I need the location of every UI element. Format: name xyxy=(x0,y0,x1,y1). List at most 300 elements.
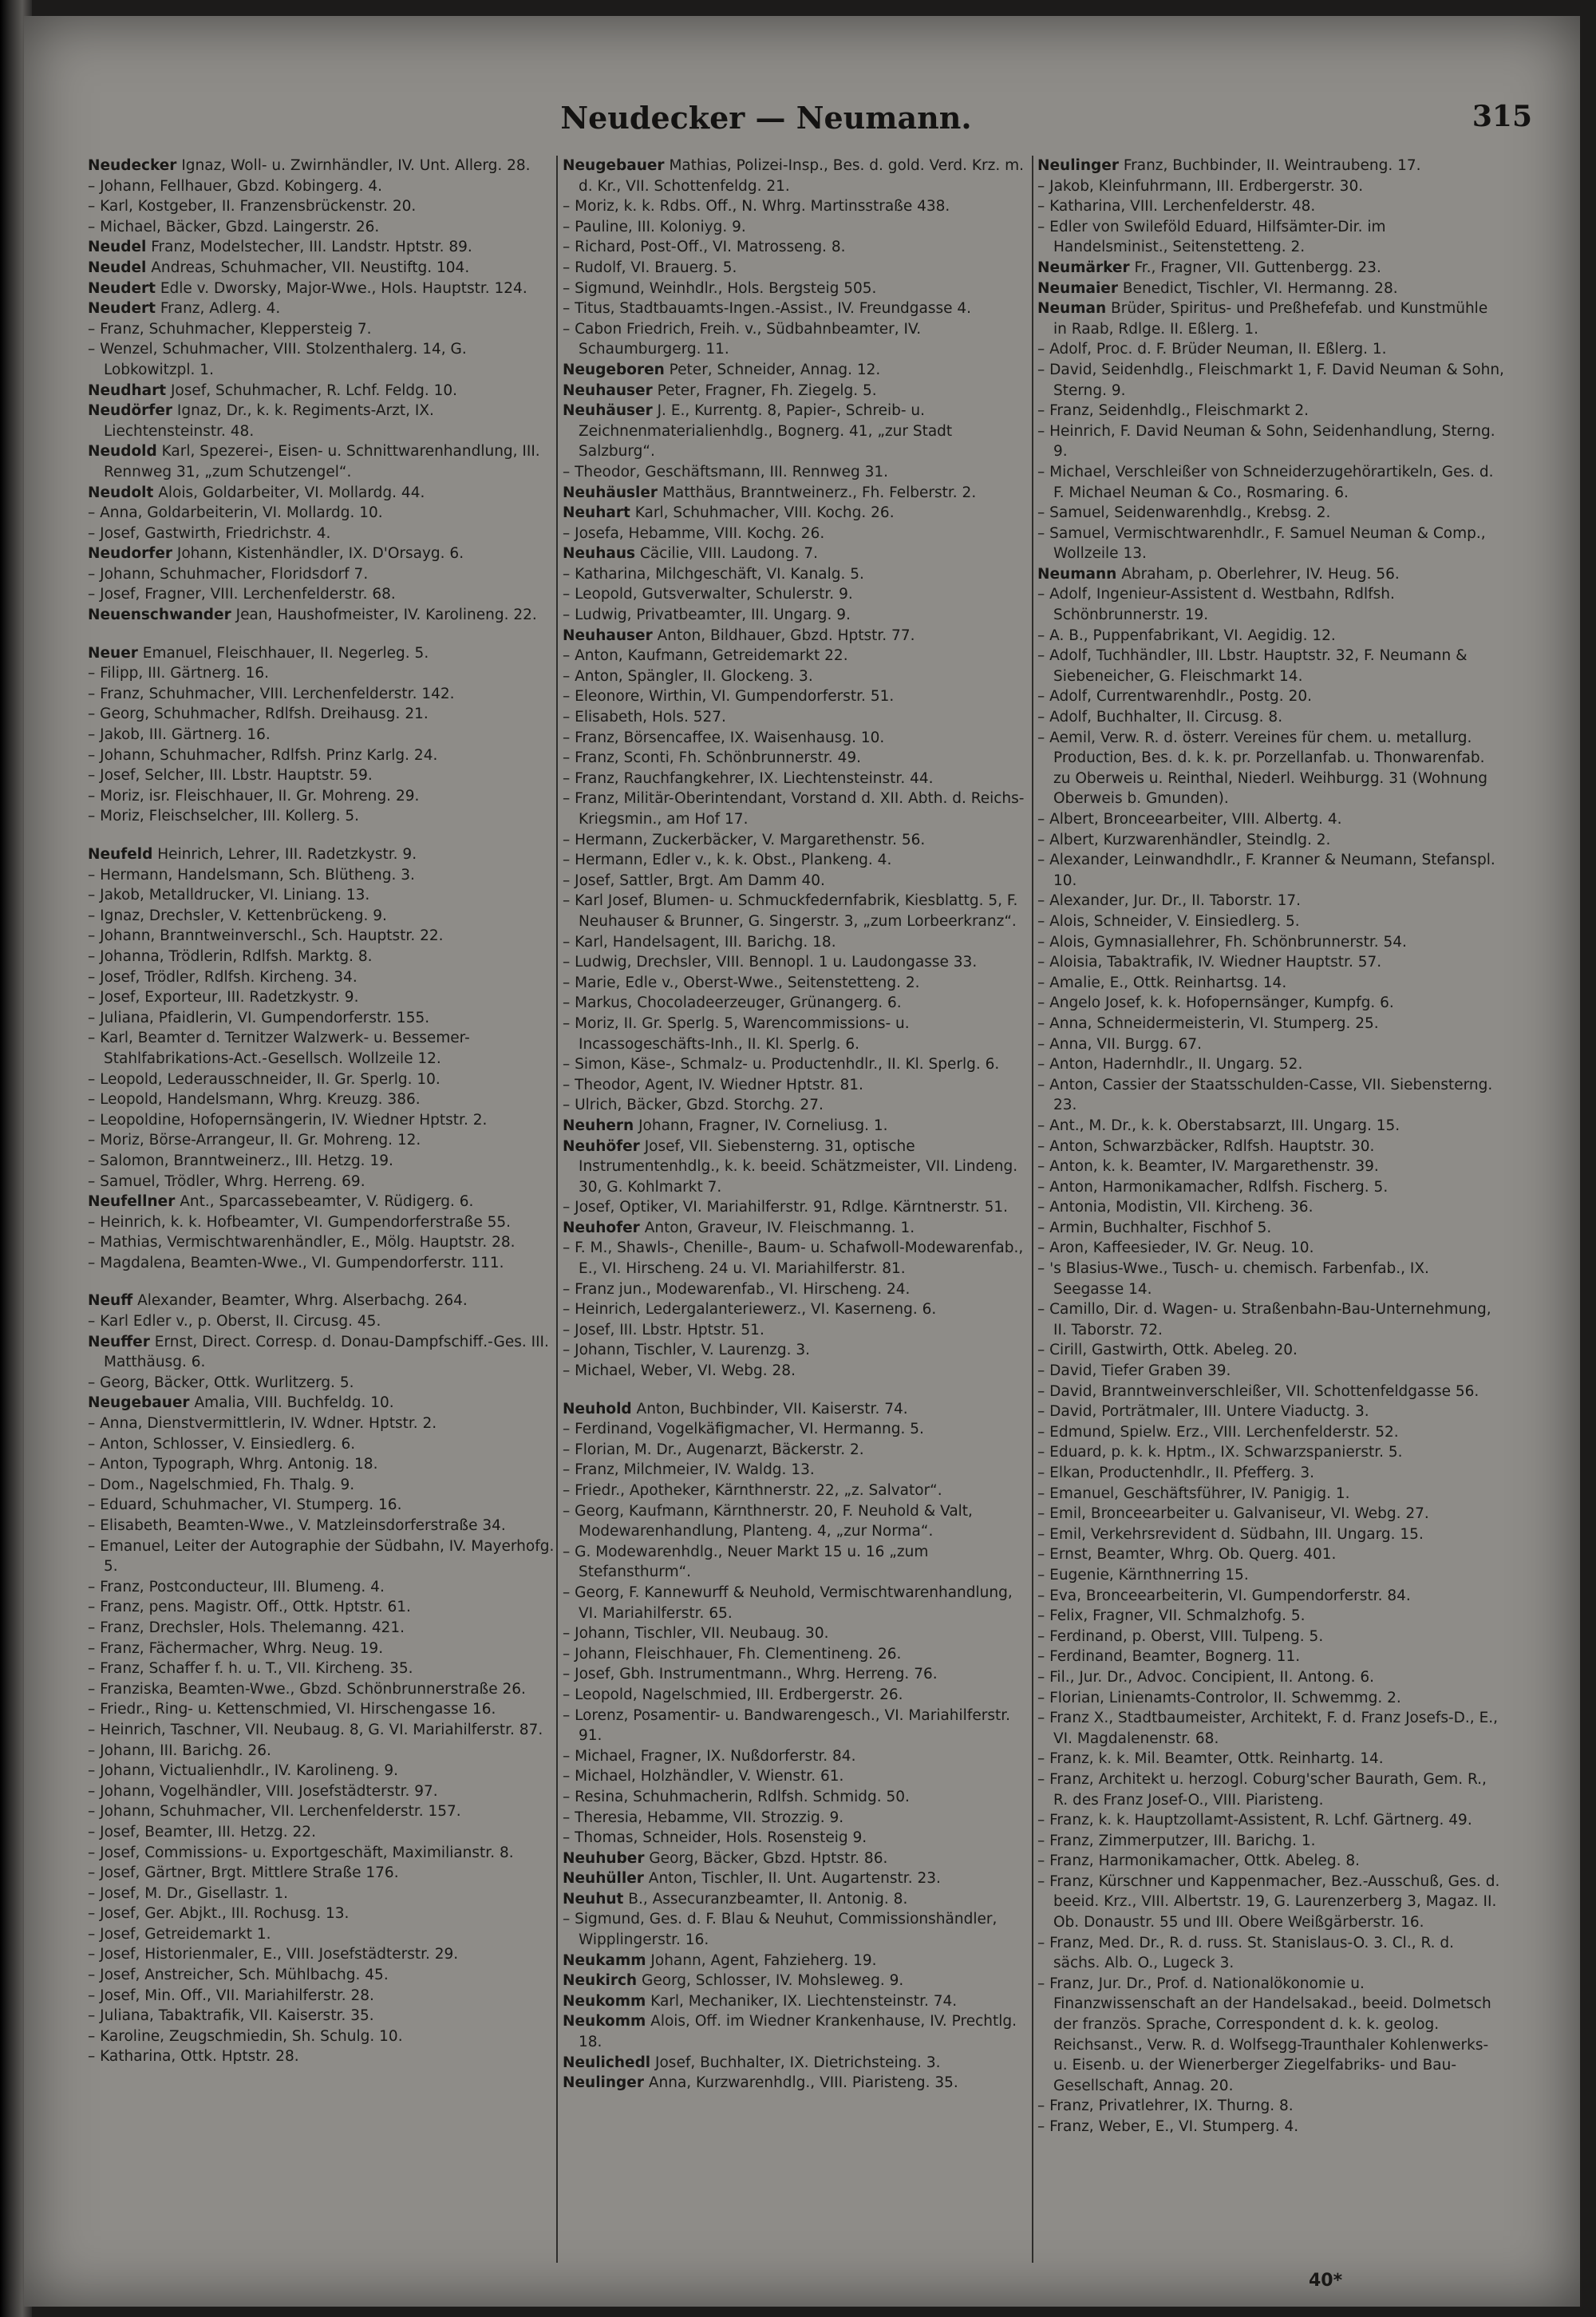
entry-text: – Jakob, III. Gärtnerg. 16. xyxy=(88,726,271,744)
directory-entry xyxy=(1037,421,1504,462)
directory-entry xyxy=(563,1075,1029,1096)
entry-text: – Elisabeth, Hols. 527. xyxy=(563,709,726,726)
entry-surname: Neuenschwander xyxy=(88,607,231,624)
entry-text: – Lorenz, Posamentir- u. Bandwarengesch., VI. Mariahilferstr. 91. xyxy=(563,1706,1010,1745)
entry-text: – Karl, Kostgeber, II. Franzensbrückenstr. 20. xyxy=(88,198,417,215)
directory-entry xyxy=(563,2073,1029,2094)
directory-entry xyxy=(88,381,555,401)
directory-entry xyxy=(563,1014,1029,1054)
directory-entry xyxy=(1037,176,1504,197)
entry-surname: Neuhüller xyxy=(563,1870,644,1888)
directory-entry xyxy=(88,1536,555,1577)
directory-entry xyxy=(88,1434,555,1455)
directory-entry xyxy=(563,871,1029,892)
entry-text: Fr., Fragner, VII. Guttenbergg. 23. xyxy=(1129,259,1381,276)
directory-entry xyxy=(563,360,1029,381)
entry-text: – Eleonore, Wirthin, VI. Gumpendorferstr. 51. xyxy=(563,688,895,706)
page-number: 315 xyxy=(1472,100,1532,133)
directory-entry xyxy=(563,1889,1029,1910)
directory-entry xyxy=(1037,1688,1504,1709)
directory-entry xyxy=(1037,973,1504,994)
directory-entry xyxy=(1037,339,1504,360)
entry-surname: Neuhold xyxy=(563,1400,632,1417)
directory-entry xyxy=(1037,993,1504,1014)
entry-surname: Neulichedl xyxy=(563,2054,651,2071)
entry-text: – Theodor, Agent, IV. Wiedner Hptstr. 81. xyxy=(563,1076,863,1093)
entry-text: – Josef, Gbh. Instrumentmann., Whrg. Herreng. 76. xyxy=(563,1666,938,1683)
entry-text: – Alois, Schneider, V. Einsiedlerg. 5. xyxy=(1037,912,1300,930)
entry-text: – Friedr., Apotheker, Kärnthnerstr. 22, „z. Salvator“. xyxy=(563,1482,942,1499)
directory-entry xyxy=(563,1542,1029,1583)
directory-entry xyxy=(563,973,1029,994)
entry-text: – Johann, Tischler, V. Laurenzg. 3. xyxy=(563,1342,811,1359)
directory-entry xyxy=(1037,1177,1504,1198)
directory-entry xyxy=(88,643,555,664)
entry-text: – Franz, Zimmerputzer, III. Barichg. 1. xyxy=(1037,1832,1316,1849)
directory-entry xyxy=(563,544,1029,564)
entry-text: – Karl Josef, Blumen- u. Schmuckfedernfabrik, Kiesblattg. 5, F. Neuhauser & Brunner, G. Singerstr. 3, „zum Lorbeerkranz“. xyxy=(563,892,1018,930)
directory-entry xyxy=(563,769,1029,789)
directory-entry xyxy=(88,1781,555,1802)
entry-text: – Anton, Spängler, II. Glockeng. 3. xyxy=(563,667,813,685)
entry-text: – Anton, Kaufmann, Getreidemarkt 22. xyxy=(563,647,848,665)
entry-text: – Katharina, Milchgeschäft, VI. Kanalg. 5. xyxy=(563,565,864,583)
entry-text: – Alois, Gymnasiallehrer, Fh. Schönbrunnerstr. 54. xyxy=(1037,933,1407,951)
directory-entry xyxy=(88,1495,555,1516)
directory-entry xyxy=(88,217,555,238)
entry-text: – Franz, Schuhmacher, Kleppersteig 7. xyxy=(88,320,372,338)
directory-entry xyxy=(88,1172,555,1192)
entry-text: – Franz, Privatlehrer, IX. Thurng. 8. xyxy=(1037,2098,1294,2115)
entry-text: – Georg, F. Kannewurff & Neuhold, Vermischtwarenhandlung, VI. Mariahilferstr. 65. xyxy=(563,1584,1013,1622)
entry-text: Johann, Agent, Fahzieherg. 19. xyxy=(646,1951,877,1969)
directory-entry xyxy=(88,319,555,340)
entry-text: – Michael, Holzhändler, V. Wienstr. 61. xyxy=(563,1768,844,1785)
directory-entry xyxy=(1037,1565,1504,1586)
entry-text: – Adolf, Ingenieur-Assistent d. Westbahn, Rdlfsh. Schönbrunnerstr. 19. xyxy=(1037,586,1395,624)
directory-entry xyxy=(1037,1667,1504,1688)
directory-entry xyxy=(563,952,1029,973)
directory-entry xyxy=(88,865,555,886)
entry-surname: Neuhart xyxy=(563,504,630,522)
directory-entry xyxy=(88,1843,555,1864)
entry-text: – Josef, Anstreicher, Sch. Mühlbachg. 45. xyxy=(88,1967,389,1984)
directory-entry xyxy=(88,967,555,988)
entry-text: – Cabon Friedrich, Freih. v., Südbahnbeamter, IV. Schaumburgerg. 11. xyxy=(563,320,922,358)
directory-entry xyxy=(563,1054,1029,1075)
entry-text: – Heinrich, F. David Neuman & Sohn, Seidenhandlung, Sterng. 9. xyxy=(1037,422,1495,461)
entry-text: – G. Modewarenhdlg., Neuer Markt 15 u. 16 „zum Stefansthurm“. xyxy=(563,1543,929,1581)
entry-surname: Neugebauer xyxy=(88,1394,190,1412)
entry-text: – Franz, Architekt u. herzogl. Coburg'scher Baurath, Gem. R., R. des Franz Josef-O., VIII. Piaristeng. xyxy=(1037,1770,1487,1809)
entry-text: – Josef, Fragner, VIII. Lerchenfelderstr. 68. xyxy=(88,586,396,603)
directory-entry xyxy=(88,339,555,380)
entry-text: – David, Seidenhdlg., Fleischmarkt 1, F. David Neuman & Sohn, Sterng. 9. xyxy=(1037,361,1504,399)
directory-entry xyxy=(563,666,1029,687)
directory-entry xyxy=(88,1699,555,1720)
directory-entry xyxy=(1037,2096,1504,2117)
entry-text: Karl, Spezerei-, Eisen- u. Schnittwarenhandlung, III. Rennweg 31, „zum Schutzengel“. xyxy=(104,443,540,480)
entry-text: Emanuel, Fleischhauer, II. Negerleg. 5. xyxy=(137,644,429,662)
directory-entry xyxy=(88,1454,555,1475)
directory-entry xyxy=(563,686,1029,707)
directory-column-left xyxy=(88,156,555,2067)
entry-text: – Moriz, isr. Fleischhauer, II. Gr. Mohreng. 29. xyxy=(88,787,420,805)
entry-text: – Aloisia, Tabaktrafik, IV. Wiedner Hauptstr. 57. xyxy=(1037,954,1382,971)
directory-entry xyxy=(563,789,1029,829)
entry-surname: Neuhauser xyxy=(563,627,653,644)
entry-surname: Neuhauser xyxy=(563,382,653,399)
entry-text: – Samuel, Trödler, Whrg. Herreng. 69. xyxy=(88,1172,365,1190)
directory-entry xyxy=(563,2053,1029,2074)
entry-text: – Johann, Branntweinverschl., Sch. Hauptstr. 22. xyxy=(88,927,444,945)
entry-text: – Fil., Jur. Dr., Advoc. Concipient, II. Antong. 6. xyxy=(1037,1668,1375,1686)
directory-entry xyxy=(1037,1647,1504,1667)
directory-entry xyxy=(1037,1299,1504,1340)
entry-text: – Georg, Schuhmacher, Rdlfsh. Dreihausg. 21. xyxy=(88,706,429,723)
printer-signature: 40* xyxy=(1309,2271,1343,2291)
entry-text: – Ferdinand, p. Oberst, VIII. Tulpeng. 5. xyxy=(1037,1627,1324,1645)
directory-entry xyxy=(88,1212,555,1233)
entry-text: – Johann, III. Barichg. 26. xyxy=(88,1742,271,1759)
directory-entry xyxy=(88,1679,555,1700)
entry-text: – Ludwig, Drechsler, VIII. Bennopl. 1 u. Laudongasse 33. xyxy=(563,954,978,971)
directory-entry xyxy=(563,1399,1029,1420)
entry-text: – Juliana, Pfaidlerin, VI. Gumpendorferstr. 155. xyxy=(88,1009,430,1026)
entry-text: – Ferdinand, Beamter, Bognerg. 11. xyxy=(1037,1648,1301,1666)
entry-text: – Josef, Historienmaler, E., VIII. Josefstädterstr. 29. xyxy=(88,1946,459,1963)
directory-entry xyxy=(88,1332,555,1373)
entry-text: – Pauline, III. Koloniyg. 9. xyxy=(563,218,746,235)
directory-entry xyxy=(563,156,1029,196)
entry-text: Franz, Buchbinder, II. Weintraubeng. 17. xyxy=(1118,157,1421,174)
entry-text: Josef, Schuhmacher, R. Lchf. Feldg. 10. xyxy=(166,382,458,399)
entry-text: – Katharina, Ottk. Hptstr. 28. xyxy=(88,2048,299,2066)
directory-entry xyxy=(563,1685,1029,1706)
entry-text: – Jakob, Kleinfuhrmann, III. Erdbergerstr. 30. xyxy=(1037,177,1364,195)
directory-entry xyxy=(88,441,555,482)
directory-entry xyxy=(1037,1504,1504,1524)
directory-entry xyxy=(1037,2117,1504,2137)
entry-text: Ant., Sparcassebeamter, V. Rüdigerg. 6. xyxy=(175,1193,474,1211)
entry-text: – Anton, k. k. Beamter, IV. Margarethenstr. 39. xyxy=(1037,1158,1379,1176)
directory-entry xyxy=(563,1481,1029,1501)
directory-entry xyxy=(563,2011,1029,2052)
directory-column-right xyxy=(1037,156,1504,2137)
directory-entry xyxy=(88,786,555,807)
directory-entry xyxy=(1037,850,1504,891)
entry-text: – Aemil, Verw. R. d. österr. Vereines für chem. u. metallurg. Production, Bes. d. k. k. pr. Porzellanfab. u. Thonwarenfab. zu Oberweis u. Reinthal, Niederl. Weihburgg. 31 (Wohnung Oberweis b. Gmunden). xyxy=(1037,729,1488,808)
entry-text: – Friedr., Ring- u. Kettenschmied, VI. Hirschengasse 16. xyxy=(88,1701,496,1718)
entry-text: – David, Tiefer Graben 39. xyxy=(1037,1362,1231,1380)
entry-text: – Emanuel, Geschäftsführer, IV. Panigig. 1. xyxy=(1037,1485,1350,1502)
entry-text: – Moriz, II. Gr. Sperlg. 5, Warencommissions- u. Incassogeschäfts-Inh., II. Kl. Sperlg. 6. xyxy=(563,1014,910,1053)
entry-text: – Elisabeth, Beamten-Wwe., V. Matzleinsdorferstraße 34. xyxy=(88,1517,506,1534)
directory-entry xyxy=(563,1116,1029,1137)
directory-entry xyxy=(88,1801,555,1822)
directory-entry xyxy=(88,684,555,705)
directory-entry xyxy=(1037,891,1504,911)
directory-entry xyxy=(1037,279,1504,299)
directory-entry xyxy=(563,1644,1029,1665)
directory-entry xyxy=(88,926,555,947)
directory-entry xyxy=(1037,217,1504,258)
directory-column-middle xyxy=(563,156,1029,2094)
entry-text: – Josef, Gastwirth, Friedrichstr. 4. xyxy=(88,524,331,542)
entry-text: Josef, VII. Siebensterng. 31, optische Instrumentenhdlg., k. k. beeid. Schätzmeister, VII. Lindeng. 30, G. Kohlmarkt 7. xyxy=(579,1137,1018,1196)
entry-text: – Theodor, Geschäftsmann, III. Rennweg 31. xyxy=(563,463,889,480)
directory-entry xyxy=(88,663,555,684)
entry-text: – Sigmund, Weinhdlr., Hols. Bergsteig 505. xyxy=(563,279,877,297)
directory-entry xyxy=(1037,1075,1504,1116)
directory-entry xyxy=(563,462,1029,483)
entry-text: – Cirill, Gastwirth, Ottk. Abeleg. 20. xyxy=(1037,1342,1298,1359)
entry-surname: Neudert xyxy=(88,279,156,297)
entry-text: – Moriz, Fleischselcher, III. Kollerg. 5. xyxy=(88,808,360,825)
directory-entry xyxy=(1037,1361,1504,1382)
directory-entry xyxy=(563,503,1029,524)
directory-entry xyxy=(1037,1034,1504,1055)
directory-entry xyxy=(1037,1484,1504,1504)
entry-text: Ignaz, Woll- u. Zwirnhändler, IV. Unt. Allerg. 28. xyxy=(176,157,531,174)
directory-entry xyxy=(88,279,555,299)
entry-text: – Markus, Chocoladeerzeuger, Grünangerg. 6. xyxy=(563,994,902,1012)
directory-entry xyxy=(88,564,555,585)
entry-text: – Johann, Vogelhändler, VIII. Josefstädterstr. 97. xyxy=(88,1782,438,1800)
entry-text: – Richard, Post-Off., VI. Matrosseng. 8. xyxy=(563,239,846,256)
entry-surname: Neukomm xyxy=(563,1992,646,2010)
directory-entry xyxy=(1037,952,1504,973)
directory-entry xyxy=(88,1741,555,1761)
entry-surname: Neufellner xyxy=(88,1193,176,1211)
entry-surname: Neudel xyxy=(88,239,147,256)
entry-text: – Leopoldine, Hofopernsängerin, IV. Wiedner Hptstr. 2. xyxy=(88,1111,488,1129)
directory-entry xyxy=(88,584,555,605)
entry-text: – Franz, Postconducteur, III. Blumeng. 4. xyxy=(88,1578,385,1595)
directory-entry xyxy=(1037,360,1504,401)
entry-text: – A. B., Puppenfabrikant, VI. Aegidig. 12. xyxy=(1037,627,1336,644)
directory-entry xyxy=(563,258,1029,279)
entry-surname: Neuhaus xyxy=(563,545,636,563)
entry-text: Johann, Kistenhändler, IX. D'Orsayg. 6. xyxy=(172,545,464,563)
entry-text: Georg, Bäcker, Gbzd. Hptstr. 86. xyxy=(644,1849,888,1867)
directory-entry xyxy=(563,1623,1029,1644)
directory-entry xyxy=(563,1361,1029,1382)
directory-entry xyxy=(563,1095,1029,1116)
entry-text: – Leopold, Lederausschneider, II. Gr. Sperlg. 10. xyxy=(88,1070,440,1088)
entry-text: – Adolf, Proc. d. F. Brüder Neuman, II. Eßlerg. 1. xyxy=(1037,341,1387,358)
directory-entry xyxy=(1037,646,1504,686)
entry-text: – Franz, Sconti, Fh. Schönbrunnerstr. 49. xyxy=(563,749,861,767)
entry-text: – Thomas, Schneider, Hols. Rosensteig 9. xyxy=(563,1829,867,1847)
directory-entry xyxy=(1037,1197,1504,1218)
directory-entry xyxy=(1037,1218,1504,1239)
directory-entry xyxy=(88,1577,555,1598)
directory-entry xyxy=(88,483,555,504)
directory-entry xyxy=(1037,503,1504,524)
entry-text: – Josef, M. Dr., Gisellastr. 1. xyxy=(88,1884,289,1902)
entry-text: – Franz, Drechsler, Hols. Thelemanng. 421. xyxy=(88,1619,405,1636)
directory-entry xyxy=(563,1746,1029,1767)
entry-text: – 's Blasius-Wwe., Tusch- u. chemisch. Farbenfab., IX. Seegasse 14. xyxy=(1037,1260,1429,1298)
entry-text: – Juliana, Tabaktrafik, VII. Kaiserstr. 35. xyxy=(88,2007,374,2025)
directory-entry xyxy=(1037,1463,1504,1484)
entry-text: – Anna, Dienstvermittlerin, IV. Wdner. Hptstr. 2. xyxy=(88,1415,437,1433)
directory-entry xyxy=(1037,932,1504,953)
entry-surname: Neulinger xyxy=(1037,157,1119,174)
directory-entry xyxy=(1037,830,1504,851)
entry-text: – Elkan, Productenhdlr., II. Pfefferg. 3. xyxy=(1037,1465,1314,1481)
entry-text: – Josef, Getreidemarkt 1. xyxy=(88,1925,271,1943)
directory-entry xyxy=(88,1904,555,1924)
entry-text: Anton, Buchbinder, VII. Kaiserstr. 74. xyxy=(631,1400,908,1417)
entry-text: Cäcilie, VIII. Laudong. 7. xyxy=(635,545,819,563)
page-title: Neudecker — Neumann. xyxy=(560,100,972,136)
entry-surname: Neugebauer xyxy=(563,157,665,174)
entry-surname: Neuhäuser xyxy=(563,402,653,420)
directory-entry xyxy=(563,728,1029,749)
entry-text: Peter, Schneider, Annag. 12. xyxy=(664,361,881,378)
entry-text: – Edmund, Spielw. Erz., VIII. Lerchenfelderstr. 52. xyxy=(1037,1423,1399,1441)
entry-text: – Josef, Exporteur, III. Radetzkystr. 9. xyxy=(88,989,359,1006)
directory-entry xyxy=(1037,1749,1504,1769)
entry-text: – Karl, Handelsagent, III. Barichg. 18. xyxy=(563,933,836,951)
entry-text: – Leopold, Gutsverwalter, Schulerstr. 9. xyxy=(563,586,853,603)
entry-text: – Georg, Kaufmann, Kärnthnerstr. 20, F. Neuhold & Valt, Modewarenhandlung, Planteng. 4, „zur Norma“. xyxy=(563,1502,973,1540)
entry-surname: Neudhart xyxy=(88,382,167,399)
directory-entry xyxy=(563,1808,1029,1829)
entry-surname: Neulinger xyxy=(563,2074,644,2092)
directory-entry xyxy=(88,725,555,745)
entry-text: – Alexander, Jur. Dr., II. Taborstr. 17. xyxy=(1037,892,1302,910)
entry-text: – Resina, Schuhmacherin, Rdlfsh. Schmidg. 50. xyxy=(563,1788,910,1805)
directory-entry xyxy=(1037,1402,1504,1422)
entry-text: – Emil, Verkehrsrevident d. Südbahn, III. Ungarg. 15. xyxy=(1037,1525,1424,1543)
directory-entry xyxy=(88,1965,555,1986)
directory-entry xyxy=(1037,156,1504,176)
entry-text: – Johann, Schuhmacher, Floridsdorf 7. xyxy=(88,565,369,583)
entry-text: – Franz, pens. Magistr. Off., Ottk. Hptstr. 61. xyxy=(88,1599,411,1616)
entry-text: – Johann, Tischler, VII. Neubaug. 30. xyxy=(563,1625,829,1643)
directory-entry xyxy=(88,987,555,1008)
entry-text: Karl, Mechaniker, IX. Liechtensteinstr. 74. xyxy=(646,1992,958,2010)
entry-surname: Neuhut xyxy=(563,1890,624,1908)
directory-entry xyxy=(88,1475,555,1496)
entry-text: – Franz, k. k. Hauptzollamt-Assistent, R. Lchf. Gärtnerg. 49. xyxy=(1037,1812,1472,1829)
entry-text: – Anton, Typograph, Whrg. Antonig. 18. xyxy=(88,1456,378,1473)
entry-text: – Felix, Fragner, VII. Schmalzhofg. 5. xyxy=(1037,1607,1306,1625)
directory-entry xyxy=(563,1460,1029,1481)
entry-text: – Karl Edler v., p. Oberst, II. Circusg. 45. xyxy=(88,1313,381,1330)
entry-text: – Josefa, Hebamme, VIII. Kochg. 26. xyxy=(563,524,825,542)
directory-entry xyxy=(1037,1422,1504,1443)
entry-text: – Samuel, Vermischtwarenhdlr., F. Samuel Neuman & Comp., Wollzeile 13. xyxy=(1037,524,1486,563)
entry-text: – Anton, Schwarzbäcker, Rdlfsh. Hauptstr. 30. xyxy=(1037,1137,1375,1155)
entry-text: – Anton, Hadernhdlr., II. Ungarg. 52. xyxy=(1037,1056,1303,1073)
directory-entry xyxy=(1037,258,1504,279)
entry-text: – Anna, Goldarbeiterin, VI. Mollardg. 10. xyxy=(88,504,383,522)
directory-entry xyxy=(1037,911,1504,932)
directory-entry xyxy=(1037,462,1504,503)
directory-entry xyxy=(88,1130,555,1151)
directory-entry xyxy=(88,745,555,766)
entry-text: – Hermann, Edler v., k. k. Obst., Plankeng. 4. xyxy=(563,852,892,869)
entry-text: Anton, Bildhauer, Gbzd. Hptstr. 77. xyxy=(652,627,915,644)
directory-entry xyxy=(563,1419,1029,1440)
entry-text: – Franz, Rauchfangkehrer, IX. Liechtensteinstr. 44. xyxy=(563,769,934,787)
directory-entry xyxy=(1037,1933,1504,1974)
entry-text: – Franz, Börsencaffee, IX. Waisenhausg. 10. xyxy=(563,729,885,746)
directory-entry xyxy=(1037,1544,1504,1565)
directory-entry xyxy=(1037,524,1504,564)
directory-entry xyxy=(88,2046,555,2067)
entry-text: – Leopold, Nagelschmied, III. Erdbergerstr. 26. xyxy=(563,1686,903,1703)
directory-entry xyxy=(563,401,1029,462)
directory-entry xyxy=(563,1868,1029,1889)
directory-entry xyxy=(1037,728,1504,809)
entry-text: Amalia, VIII. Buchfeldg. 10. xyxy=(189,1394,394,1412)
entry-text: – Sigmund, Ges. d. F. Blau & Neuhut, Commissionshändler, Wipplingerstr. 16. xyxy=(563,1911,998,1949)
entry-text: – Ferdinand, Vogelkäfigmacher, VI. Hermanng. 5. xyxy=(563,1421,924,1438)
entry-text: – Franz, Kürschner und Kappenmacher, Bez.-Ausschuß, Ges. d. beeid. Krz., VIII. Albertstr. 19, G. Laurenzerberg 3, Magaz. II. Ob. Donaustr. 55 und III. Obere Weißgärberstr. 16. xyxy=(1037,1872,1500,1931)
entry-text: – Josef, Trödler, Rdlfsh. Kircheng. 34. xyxy=(88,968,358,986)
entry-text: – Leopold, Handelsmann, Whrg. Kreuzg. 386. xyxy=(88,1091,421,1109)
directory-entry xyxy=(88,1192,555,1212)
entry-surname: Neuhäusler xyxy=(563,484,658,501)
directory-entry xyxy=(88,1110,555,1131)
entry-text: – Alexander, Leinwandhdlr., F. Kranner & Neumann, Stefanspl. 10. xyxy=(1037,852,1495,889)
entry-text: – Karl, Beamter d. Ternitzer Walzwerk- u. Bessemer-Stahlfabrikations-Act.-Gesellsch. Wollzeile 12. xyxy=(88,1030,470,1067)
entry-surname: Neudecker xyxy=(88,157,177,174)
directory-entry xyxy=(563,1706,1029,1746)
entry-text: – Anton, Harmonikamacher, Rdlfsh. Fischerg. 5. xyxy=(1037,1178,1389,1196)
directory-entry xyxy=(1037,707,1504,728)
directory-entry xyxy=(88,1944,555,1965)
entry-text: – Angelo Josef, k. k. Hofopernsänger, Kumpfg. 6. xyxy=(1037,994,1394,1012)
directory-entry xyxy=(1037,1340,1504,1361)
entry-text: – Josef, Sattler, Brgt. Am Damm 40. xyxy=(563,872,825,889)
entry-text: – Josef, Optiker, VI. Mariahilferstr. 91, Rdlge. Kärntnerstr. 51. xyxy=(563,1199,1009,1216)
directory-entry xyxy=(88,1393,555,1414)
entry-text: – Theresia, Hebamme, VII. Strozzig. 9. xyxy=(563,1809,844,1826)
directory-entry xyxy=(88,1720,555,1741)
entry-text: – Anna, Schneidermeisterin, VI. Stumperg. 25. xyxy=(1037,1014,1379,1032)
entry-text: – Amalie, E., Ottk. Reinhartsg. 14. xyxy=(1037,974,1287,991)
directory-entry xyxy=(88,196,555,217)
entry-text: – Johann, Schuhmacher, VII. Lerchenfelderstr. 157. xyxy=(88,1803,461,1821)
entry-text: – Johann, Fellhauer, Gbzd. Kobingerg. 4. xyxy=(88,177,382,195)
directory-entry xyxy=(88,1291,555,1311)
entry-surname: Neudörfer xyxy=(88,402,172,420)
directory-entry xyxy=(563,1197,1029,1218)
entry-surname: Neuhöfer xyxy=(563,1137,640,1155)
entry-text: – Camillo, Dir. d. Wagen- u. Straßenbahn-Bau-Unternehmung, II. Taborstr. 72. xyxy=(1037,1301,1491,1338)
entry-text: – Michael, Weber, VI. Webg. 28. xyxy=(563,1362,796,1380)
entry-surname: Neudold xyxy=(88,443,157,461)
entry-text: – Johanna, Trödlerin, Rdlfsh. Marktg. 8. xyxy=(88,947,373,965)
entry-text: – Marie, Edle v., Oberst-Wwe., Seitenstetteng. 2. xyxy=(563,974,920,991)
directory-entry xyxy=(88,176,555,197)
directory-entry xyxy=(88,2006,555,2026)
directory-entry xyxy=(563,237,1029,258)
entry-surname: Neuman xyxy=(1037,300,1107,318)
entry-text: – Josef, Min. Off., VII. Mariahilferstr. 28. xyxy=(88,1987,374,2004)
directory-entry xyxy=(88,1986,555,2007)
column-divider xyxy=(1032,156,1033,2263)
directory-entry xyxy=(88,503,555,524)
directory-entry xyxy=(563,1664,1029,1685)
directory-entry xyxy=(88,1089,555,1110)
